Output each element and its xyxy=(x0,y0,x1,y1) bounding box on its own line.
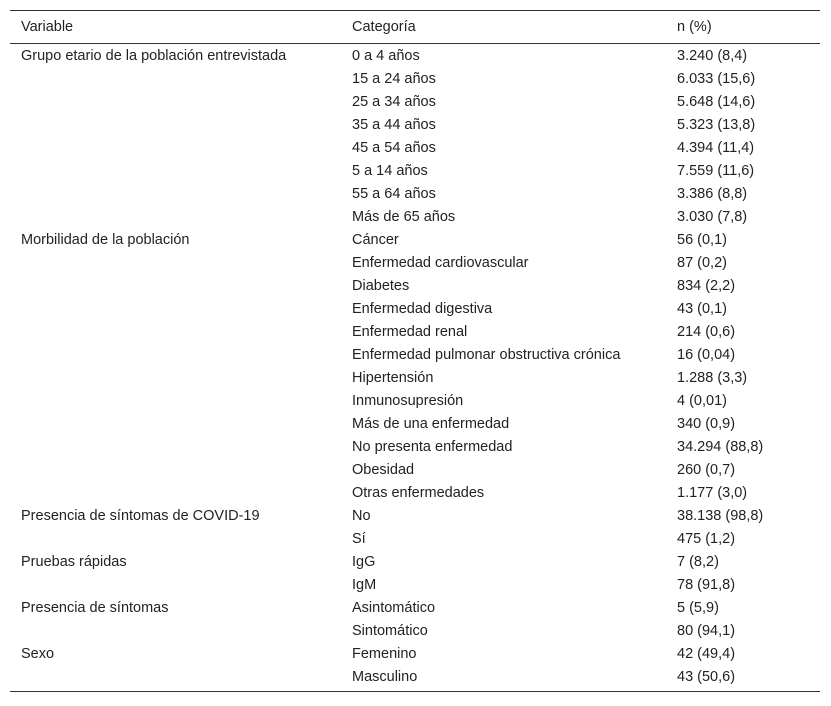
cell-categoria: IgM xyxy=(352,576,377,593)
cell-categoria: 55 a 64 años xyxy=(352,185,436,202)
cell-categoria: Diabetes xyxy=(352,277,410,294)
cell-categoria: Enfermedad cardiovascular xyxy=(352,254,529,271)
cell-variable: Morbilidad de la población xyxy=(21,231,190,248)
table-row xyxy=(10,389,820,412)
cell-variable xyxy=(10,343,341,366)
table-row xyxy=(10,297,820,320)
cell-variable xyxy=(10,136,341,159)
table-row xyxy=(10,412,820,435)
cell-n: 87 (0,2) xyxy=(677,254,727,271)
header-categoria: Categoría xyxy=(352,19,416,35)
cell-n: 5.648 (14,6) xyxy=(677,93,756,110)
cell-variable: Sexo xyxy=(21,645,55,662)
cell-categoria: 0 a 4 años xyxy=(352,47,420,64)
cell-variable xyxy=(10,573,341,596)
cell-categoria: Enfermedad renal xyxy=(352,323,468,340)
table-row xyxy=(10,435,820,458)
cell-variable: Pruebas rápidas xyxy=(21,553,127,570)
cell-variable: Presencia de síntomas xyxy=(21,599,169,616)
cell-variable xyxy=(10,90,341,113)
cell-n: 56 (0,1) xyxy=(677,231,727,248)
cell-categoria: Obesidad xyxy=(352,461,415,478)
cell-n: 3.030 (7,8) xyxy=(677,208,748,225)
cell-categoria: Enfermedad pulmonar obstructiva crónica xyxy=(352,346,621,363)
cell-categoria: 35 a 44 años xyxy=(352,116,436,133)
table-row xyxy=(10,481,820,504)
cell-categoria: No presenta enfermedad xyxy=(352,438,513,455)
cell-variable xyxy=(10,274,341,297)
table-row xyxy=(10,573,820,596)
cell-variable xyxy=(10,320,341,343)
cell-n: 6.033 (15,6) xyxy=(677,70,756,87)
cell-n: 3.386 (8,8) xyxy=(677,185,748,202)
cell-categoria: Otras enfermedades xyxy=(352,484,485,501)
header-variable: Variable xyxy=(21,19,74,35)
cell-categoria: Sí xyxy=(352,530,366,547)
header-n: n (%) xyxy=(677,19,712,35)
cell-n: 214 (0,6) xyxy=(677,323,736,340)
table-row xyxy=(10,251,820,274)
table-row xyxy=(10,274,820,297)
cell-variable xyxy=(10,389,341,412)
cell-categoria: Sintomático xyxy=(352,622,428,639)
table-row xyxy=(10,527,820,550)
cell-n: 4.394 (11,4) xyxy=(677,139,755,156)
cell-categoria: Asintomático xyxy=(352,599,436,616)
cell-variable xyxy=(10,619,341,642)
cell-n: 5.323 (13,8) xyxy=(677,116,756,133)
cell-n: 3.240 (8,4) xyxy=(677,47,748,64)
table-header xyxy=(10,11,820,44)
cell-n: 7.559 (11,6) xyxy=(677,162,755,179)
table-row xyxy=(10,136,820,159)
table-row xyxy=(10,458,820,481)
table-row xyxy=(10,504,820,527)
cell-variable xyxy=(10,297,341,320)
cell-n: 260 (0,7) xyxy=(677,461,736,478)
cell-variable xyxy=(10,665,341,692)
cell-variable: Grupo etario de la población entrevistada xyxy=(21,47,287,64)
table-body xyxy=(10,44,820,692)
cell-n: 475 (1,2) xyxy=(677,530,736,547)
table-row xyxy=(10,182,820,205)
cell-categoria: Femenino xyxy=(352,645,417,662)
table-row xyxy=(10,159,820,182)
cell-n: 78 (91,8) xyxy=(677,576,736,593)
header-row xyxy=(10,11,820,44)
table-row xyxy=(10,113,820,136)
cell-categoria: Enfermedad digestiva xyxy=(352,300,493,317)
table-row xyxy=(10,665,820,692)
cell-variable xyxy=(10,205,341,228)
cell-n: 1.177 (3,0) xyxy=(677,484,748,501)
cell-categoria: 25 a 34 años xyxy=(352,93,436,110)
cell-n: 38.138 (98,8) xyxy=(677,507,764,524)
cell-categoria: Masculino xyxy=(352,668,418,685)
cell-n: 80 (94,1) xyxy=(677,622,736,639)
cell-categoria: 5 a 14 años xyxy=(352,162,428,179)
table-row xyxy=(10,343,820,366)
cell-variable xyxy=(10,159,341,182)
cell-n: 34.294 (88,8) xyxy=(677,438,764,455)
cell-variable xyxy=(10,458,341,481)
cell-categoria: 45 a 54 años xyxy=(352,139,436,156)
cell-n: 43 (0,1) xyxy=(677,300,727,317)
table-row xyxy=(10,320,820,343)
table-row xyxy=(10,67,820,90)
cell-categoria: Más de 65 años xyxy=(352,208,456,225)
table-row xyxy=(10,44,820,68)
table-container xyxy=(10,10,820,692)
table-row xyxy=(10,596,820,619)
table-row xyxy=(10,619,820,642)
cell-n: 4 (0,01) xyxy=(677,392,727,409)
table-row xyxy=(10,205,820,228)
cell-categoria: Hipertensión xyxy=(352,369,434,386)
cell-n: 834 (2,2) xyxy=(677,277,736,294)
cell-variable xyxy=(10,527,341,550)
cell-categoria: Más de una enfermedad xyxy=(352,415,510,432)
table-row xyxy=(10,550,820,573)
cell-n: 7 (8,2) xyxy=(677,553,719,570)
cell-variable xyxy=(10,113,341,136)
cell-categoria: 15 a 24 años xyxy=(352,70,436,87)
cell-categoria: No xyxy=(352,507,371,524)
cell-n: 42 (49,4) xyxy=(677,645,736,662)
cell-variable: Presencia de síntomas de COVID-19 xyxy=(21,507,260,524)
cell-variable xyxy=(10,366,341,389)
cell-n: 5 (5,9) xyxy=(677,599,719,616)
cell-variable xyxy=(10,182,341,205)
cell-variable xyxy=(10,412,341,435)
table-row xyxy=(10,90,820,113)
cell-variable xyxy=(10,435,341,458)
table-row xyxy=(10,228,820,251)
cell-variable xyxy=(10,251,341,274)
cell-n: 16 (0,04) xyxy=(677,346,736,363)
table-row xyxy=(10,366,820,389)
cell-variable xyxy=(10,67,341,90)
cell-n: 43 (50,6) xyxy=(677,668,736,685)
cell-n: 1.288 (3,3) xyxy=(677,369,748,386)
table-row xyxy=(10,642,820,665)
cell-n: 340 (0,9) xyxy=(677,415,736,432)
cell-categoria: Inmunosupresión xyxy=(352,392,464,409)
cell-categoria: IgG xyxy=(352,553,376,570)
cell-categoria: Cáncer xyxy=(352,231,399,248)
cell-variable xyxy=(10,481,341,504)
data-table xyxy=(10,10,820,692)
